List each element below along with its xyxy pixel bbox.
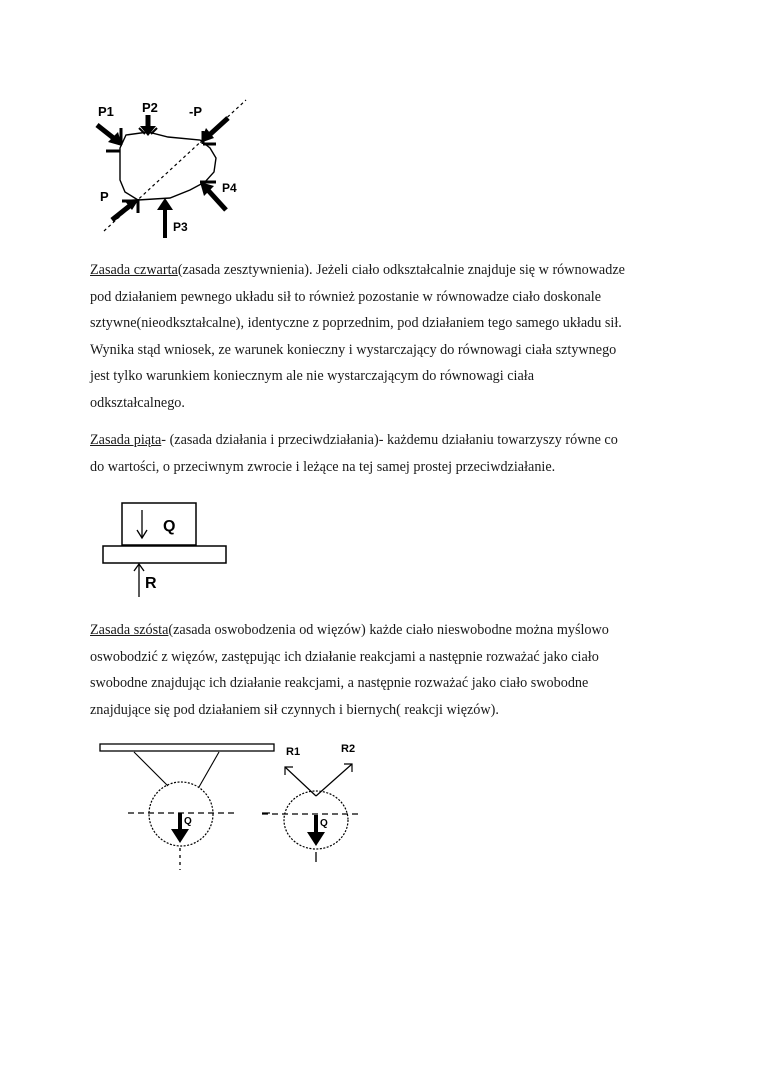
text-line: - (zasada działania i przeciwdziałania)- każdemu działaniu towarzyszy równe co [161,432,618,448]
text-line: jest tylko warunkiem koniecznym ale nie wystarczającym do równowagi ciała [90,368,534,384]
heading-zasada-szosta: Zasada szósta [90,622,169,638]
label-p1: P1 [98,104,114,119]
heading-zasada-piata: Zasada piąta [90,432,162,448]
label-p: P [100,189,109,204]
text-line: znajdujące się pod działaniem sił czynnych i biernych( reakcji więzów). [90,701,499,718]
text-line: odkształcalnego. [90,394,185,411]
text-line: swobodne znajdując ich działanie reakcjami, a następnie rozważać jako ciało swobodne [90,675,589,691]
text-line: oswobodzić z więzów, zastępując ich działanie reakcjami a następnie rozważać jako ciało [90,648,599,665]
label-p2: P2 [142,100,158,115]
label-q-right: Q [320,818,328,829]
label-r2: R2 [341,743,356,755]
figure-action-reaction [95,498,235,598]
heading-zasada-czwarta: Zasada czwarta [90,262,178,278]
text-line: (zasada zesztywnienia). Jeżeli ciało odkształcalnie znajduje się w równowadze [177,262,625,278]
label-p4: P4 [222,181,237,195]
figure-constraint-release [95,735,375,875]
text-line: (zasada oswobodzenia od więzów) każde ciało nieswobodne można myślowo [168,622,609,638]
label-p3: P3 [173,220,188,234]
label-neg-p: -P [189,104,202,119]
figure-force-system [90,92,260,247]
label-r1: R1 [286,746,301,758]
label-q-left: Q [184,816,192,827]
paragraph-zasada-szosta [90,617,690,723]
paragraph-zasada-piata [90,427,690,480]
text-line: sztywne(nieodkształcalne), identyczne z poprzednim, pod działaniem tego samego układu sił. [90,315,622,331]
paragraph-zasada-czwarta [90,257,690,416]
label-q: Q [163,518,176,535]
label-r: R [145,575,157,592]
text-line: Wynika stąd wniosek, ze warunek konieczny i wystarczający do równowagi ciała sztywnego [90,341,617,358]
text-line: pod działaniem pewnego układu sił to również pozostanie w równowadze ciało doskonale [90,288,601,305]
text-line: do wartości, o przeciwnym zwrocie i leżące na tej samej prostej przeciwdziałanie. [90,458,556,475]
